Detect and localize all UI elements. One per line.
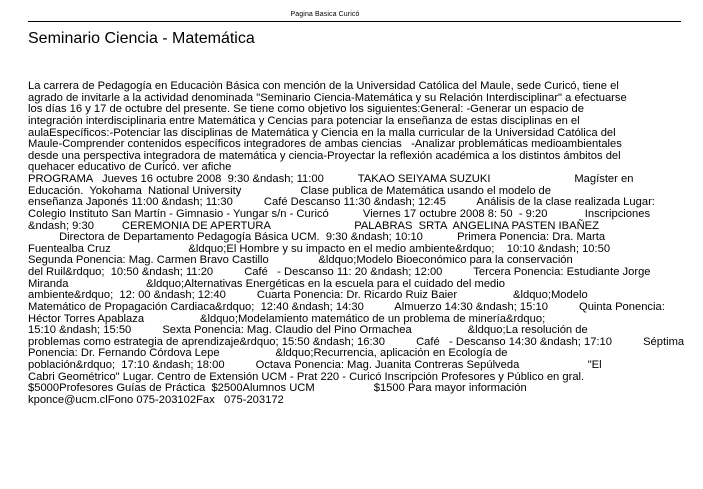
body-line: Fuentealba Cruz &ldquo;El Hombre y su impacto en el medio ambiente&rdquo; 10:10 &ndash; 10:50 — [28, 242, 611, 255]
body-line: Directora de Departamento Pedagogía Básica UCM. 9:30 &ndash; 10:10 Primera Ponencia: Dra. Marta — [28, 231, 606, 244]
body-line: La carrera de Pedagogía en Educaciòn Básica con mención de la Universidad Católica del Maule, sede Curicó, tiene el — [28, 80, 619, 92]
page-title: Seminario Ciencia - Matemática — [28, 30, 255, 47]
body-line: Matemático de Propagación Cardiaca&rdquo; 12:40 &ndash; 14:30 Almuerzo 14:30 &ndash; 15:10 Quinta Ponencia: — [28, 300, 665, 313]
body-line: Segunda Ponencia: Mag. Carmen Bravo Castillo &ldquo;Modelo Bioeconómico para la conservación — [28, 254, 573, 267]
body-line: Colegio Instituto San Martín - Gimnasio - Yungar s/n - Curicó Viernes 17 octubre 2008 8: 50 - 9:20 Inscripciones — [28, 207, 651, 220]
body-line: Cabri Geométrico" Lugar. Centro de Extensión UCM - Prat 220 - Curicó Inscripción Profesores y Público en gral. — [28, 370, 585, 383]
body-line: Maule-Comprender contenidos específicos integradores de ambas ciencias -Analizar problemáticas medioambientales — [28, 138, 622, 151]
header-divider — [28, 21, 681, 22]
body-line: aulaEspecíficos:-Potenciar las disciplinas de Matemática y Ciencia en la malla curricular de la Universidad Católica del — [28, 126, 616, 139]
body-line: $5000Profesores Guías de Práctica $2500Alumnos UCM $1500 Para mayor información — [28, 382, 527, 395]
body-line: &ndash; 9:30 CEREMONIA DE APERTURA PALABRAS SRTA ANGELINA PASTEN IBAÑEZ — [28, 219, 599, 232]
body-line: del Ruil&rdquo; 10:50 &ndash; 11:20 Café - Descanso 11: 20 &ndash; 12:00 Tercera Ponencia: Estudiante Jorge — [28, 266, 651, 278]
body-line: integración interdisciplinaria entre Matemática y Cencias para potenciar la enseñanza de estas disciplinas en el — [28, 114, 580, 127]
body-line: problemas como estrategia de aprendizaje&rdquo; 15:50 &ndash; 16:30 Café - Descanso 14:30 &ndash; 17:10 Séptima — [28, 335, 685, 348]
body-line: enseñanza Japonés 11:00 &ndash; 11:30 Café Descanso 11:30 &ndash; 12:45 Análisis de la clase realizada Lugar: — [28, 196, 655, 209]
page-header-label: Pagina Basica Curicó — [290, 11, 360, 18]
body-line: kponce@ucm.clFono 075-203102Fax 075-203172 — [28, 393, 284, 406]
body-line: ambiente&rdquo; 12: 00 &ndash; 12:40 Cuarta Ponencia: Dr. Ricardo Ruiz Baier &ldquo;Modelo — [28, 289, 588, 302]
body-line: quehacer educativo de Curicó. ver afiche — [28, 161, 232, 174]
body-line: Ponencia: Dr. Fernando Córdova Lepe &ldquo;Recurrencia, aplicación en Ecología de — [28, 347, 508, 360]
body-line: Miranda &ldquo;Alternativas Energéticas en la escuela para el cuidado del medio — [28, 277, 505, 290]
body-text — [28, 81, 703, 407]
body-line: 15:10 &ndash; 15:50 Sexta Ponencia: Mag. Claudio del Pino Ormachea &ldquo;La resolución de — [28, 324, 588, 337]
body-line: desde una perspectiva integradora de matemática y ciencia-Proyectar la reflexión académica a los distintos ámbitos del — [28, 149, 621, 162]
body-line: agrado de invitarle a la actividad denominada "Seminario Ciencia-Matemática y su Relación Interdisciplinar" a efectuarse — [28, 91, 627, 104]
body-line: población&rdquo; 17:10 &ndash; 18:00 Octava Ponencia: Mag. Juanita Contreras Sepúlveda "El — [28, 359, 602, 371]
body-line: los días 16 y 17 de octubre del presente. Se tiene como objetivo los siguientes:General: -Generar un espacio de — [28, 103, 584, 116]
body-line: PROGRAMA Jueves 16 octubre 2008 9:30 &ndash; 11:00 TAKAO SEIYAMA SUZUKI Magíster en — [28, 173, 634, 185]
body-line: Héctor Torres Apablaza &ldquo;Modelamiento matemático de un problema de minería&rdquo; — [28, 312, 546, 325]
body-line: Educación. Yokohama National University Clase publica de Matemática usando el modelo de — [28, 184, 551, 197]
